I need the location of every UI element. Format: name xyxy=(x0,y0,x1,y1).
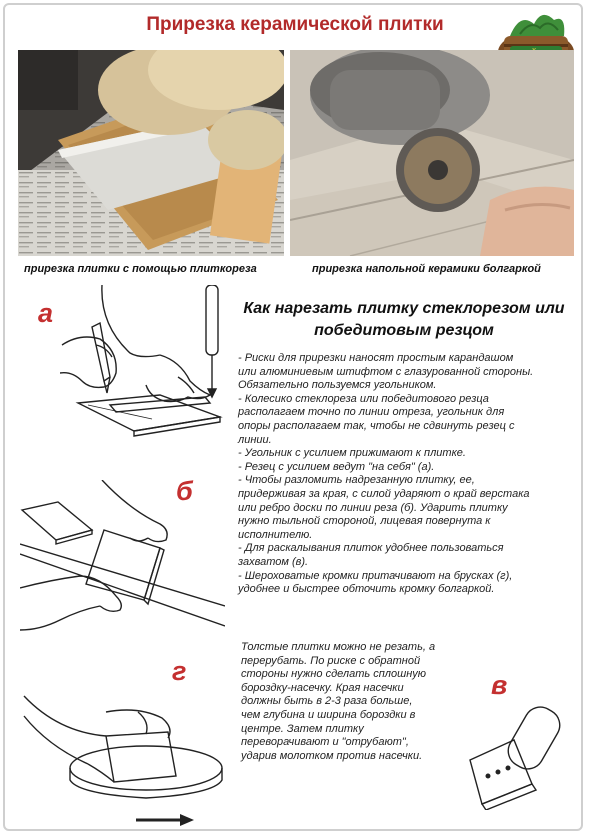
note-line: переворачивают и "отрубают", xyxy=(241,736,409,749)
note-line: бороздку-насечку. Края насечки xyxy=(241,681,404,694)
instruction-line: располагаем точно по линии отреза, угольник для xyxy=(238,406,505,419)
note-line: перерубать. По риске с обратной xyxy=(241,654,421,667)
note-line: чем глубина и ширина бороздки в xyxy=(241,708,416,721)
instruction-line: Обязательно пользуемся угольником. xyxy=(238,379,437,392)
instruction-line: - Резец с усилием ведут "на себя" (а). xyxy=(238,460,435,473)
note-line: Толстые плитки можно не резать, а xyxy=(241,641,436,653)
note-text xyxy=(241,641,465,763)
instruction-line: или алюминиевым штифтом с глазурованной стороны. xyxy=(238,365,534,378)
illustration-breaking-tile xyxy=(20,480,225,640)
instruction-line: опоры располагаем так, чтобы не сдвинуть резец с xyxy=(238,419,515,432)
instruction-line: нужно тыльной стороной, лицевая повернута к xyxy=(238,515,491,528)
label-v: в xyxy=(491,670,508,700)
instruction-line: - Угольник с усилием прижимают к плитке. xyxy=(238,447,466,460)
instruction-line: - Для раскалывания плиток удобнее пользоваться xyxy=(238,542,504,555)
instruction-line: захватом (в). xyxy=(238,555,309,568)
label-b: б xyxy=(176,476,193,506)
illustration-grinding-edge xyxy=(18,672,228,830)
label-g: г xyxy=(172,656,187,686)
photo-tile-cutter xyxy=(18,50,284,256)
instruction-line: придерживая за края, с силой ударяют о край верстака xyxy=(238,487,530,500)
instruction-line: или ребро доски по линии реза (б). Ударить плитку xyxy=(238,501,508,514)
instruction-line: исполнителю. xyxy=(238,528,313,541)
section-title: Как нарезать плитку стеклорезом или победитовым резцом xyxy=(243,300,565,339)
note-line: должны быть в 2-3 раза больше, xyxy=(241,695,413,708)
instruction-line: - Шероховатые кромки притачивают на брусках (г), xyxy=(238,569,513,582)
photo-caption-angle-grinder: прирезка напольной керамики болгаркой xyxy=(312,263,541,275)
note-line: ударив молотком против насечки. xyxy=(241,749,423,762)
note-line: центре. Затем плитку xyxy=(241,722,364,735)
illustration-tile-grip xyxy=(452,700,572,810)
instruction-line: - Чтобы разломить надрезанную плитку, ее, xyxy=(238,474,475,487)
instructions-text xyxy=(238,352,578,597)
instruction-line: - Колесико стеклореза или победитового резца xyxy=(238,392,489,405)
instruction-line: - Риски для прирезки наносят простым карандашом xyxy=(238,352,514,364)
page-title: Прирезка керамической плитки xyxy=(146,14,444,35)
instruction-line: удобнее и быстрее обточить кромку болгаркой. xyxy=(238,583,495,596)
illustration-scoring-tile xyxy=(60,285,230,443)
instruction-line: линии. xyxy=(238,433,272,446)
photo-caption-tile-cutter: прирезка плитки с помощью плиткореза xyxy=(24,263,257,275)
photo-angle-grinder xyxy=(290,50,574,256)
note-line: стороны нужно сделать сплошную xyxy=(241,668,427,681)
label-a: а xyxy=(38,298,54,328)
